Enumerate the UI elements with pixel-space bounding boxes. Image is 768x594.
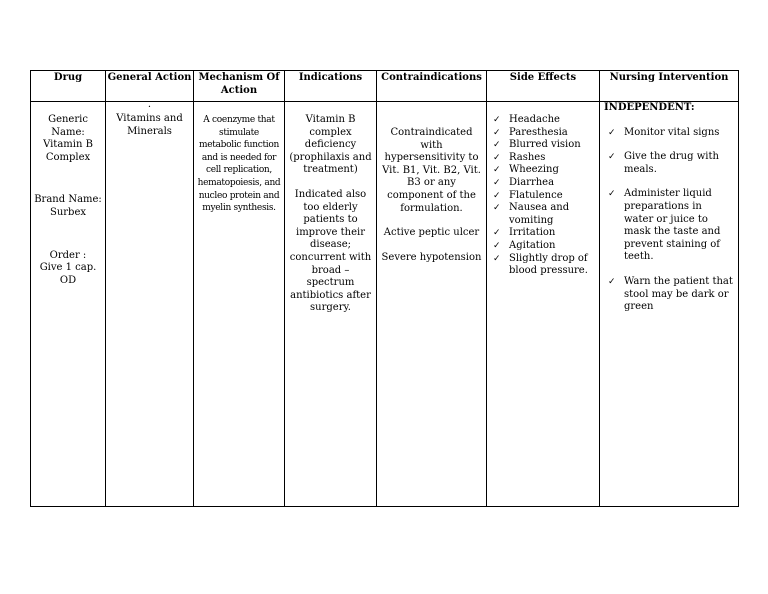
drug-cell (31, 102, 106, 507)
list-item: ✓ Administer liquid preparations in water or juice to mask the taste and prevent staining of teeth. (604, 188, 734, 264)
header-contraindications: Contraindications (377, 71, 487, 102)
indications-cell (285, 102, 377, 507)
list-item: ✓ Warn the patient that stool may be dark or green (604, 276, 734, 314)
indications-text-1: Vitamin B complex deficiency (prophilaxis and treatment) (289, 114, 372, 176)
generic-label: Generic Name: (48, 114, 88, 138)
general-action-mark: · (147, 102, 152, 113)
mechanism-cell (194, 102, 285, 507)
header-nursing-intervention: Nursing Intervention (600, 71, 739, 102)
contraindications-cell (377, 102, 487, 507)
list-item: ✓ Agitation (489, 240, 596, 253)
header-indications: Indications (285, 71, 377, 102)
generic-name: Vitamin B Complex (43, 139, 93, 163)
list-item: ✓ Flatulence (489, 190, 596, 203)
header-drug: Drug (31, 71, 106, 102)
list-item: ✓ Slightly drop of blood pressure. (489, 253, 596, 278)
list-item: ✓ Irritation (489, 227, 596, 240)
contraindications-text-2: Active peptic ulcer (383, 227, 480, 239)
header-general-action: General Action (106, 71, 194, 102)
list-item: ✓ Nausea and vomiting (489, 202, 596, 227)
order-value: Give 1 cap. OD (39, 262, 97, 286)
brand-name: Surbex (49, 206, 87, 218)
list-item: ✓ Diarrhea (489, 177, 596, 190)
list-item: ✓ Give the drug with meals. (604, 151, 734, 176)
contraindications-text-1: Contraindicated with hypersensitivity to Vit. B1, Vit. B2, Vit. B3 or any component of the formulation. (382, 127, 481, 214)
header-row (31, 71, 739, 102)
header-mechanism: Mechanism Of Action (194, 71, 285, 102)
list-item: ✓ Monitor vital signs (604, 127, 734, 140)
general-action-cell (106, 102, 194, 507)
nursing-list (604, 127, 734, 314)
order-label: Order : (49, 249, 87, 261)
table-row (31, 102, 739, 507)
mechanism-text: A coenzyme that stimulate metabolic function and is needed for cell replication, hematopoiesis, and nucleo protein and myelin synthesis. (197, 115, 281, 214)
list-item: ✓ Paresthesia (489, 127, 596, 140)
list-item: ✓ Blurred vision (489, 139, 596, 152)
brand-label: Brand Name: (34, 194, 102, 206)
general-action-text: Vitamins and Minerals (116, 113, 183, 137)
contraindications-text-3: Severe hypotension (381, 251, 482, 263)
drug-study-table (30, 70, 739, 507)
list-item: ✓ Wheezing (489, 164, 596, 177)
list-item: ✓ Headache (489, 114, 596, 127)
nursing-heading: INDEPENDENT: (604, 102, 695, 113)
indications-text-2: Indicated also too elderly patients to improve their disease; concurrent with broad – spectrum antibiotics after surgery. (289, 188, 372, 314)
side-effects-list (489, 114, 596, 278)
header-side-effects: Side Effects (487, 71, 600, 102)
list-item: ✓ Rashes (489, 152, 596, 165)
nursing-intervention-cell (600, 102, 739, 507)
side-effects-cell (487, 102, 600, 507)
